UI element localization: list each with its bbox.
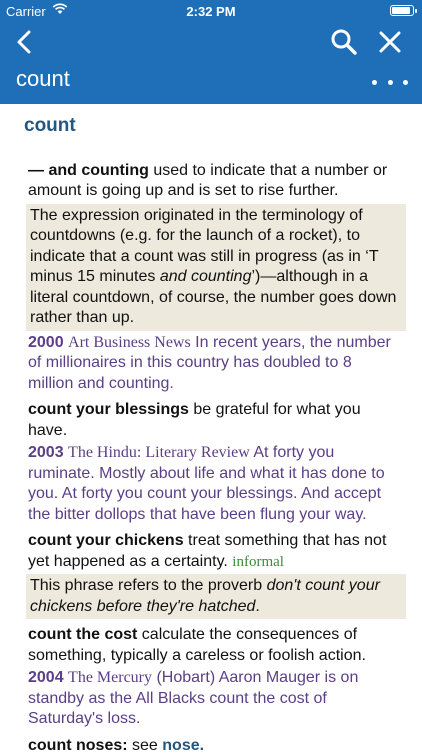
citation-year: 2000 [28,334,64,351]
more-dot-icon [372,80,377,85]
status-bar [0,0,422,22]
phrase: — and counting [28,162,149,179]
citation [28,333,400,395]
battery-icon [390,5,414,16]
citation-text: In recent years, the number of millionaires in this country has doubled to 8 million and counting. [28,334,391,392]
sense-and-counting [28,161,400,395]
note-text: . [255,598,259,615]
usage-note [26,574,406,619]
register-label: informal [232,554,284,570]
note-emphasis: don't count your chickens before they're hatched [30,577,380,615]
phrase-definition [28,736,400,756]
phrase: count noses: [28,737,128,754]
sense-count-noses [28,736,400,756]
page-title: count [16,66,70,92]
citation-text: (Hobart) Aaron Mauger is on standby as the All Blacks count the cost of Saturday's loss. [28,669,358,727]
citation-text: At forty you ruminate. Mostly about life and what it has done to you. At forty you count your blessings. And accept the bitter dollops that have been flung your way. [28,444,385,523]
note-text: ’)—although in a literal countdown, of course, the number goes down rather than up. [30,268,396,326]
citation-source: The Hindu: Literary Review [68,444,250,461]
back-button[interactable] [8,26,40,58]
more-options-button[interactable] [372,72,408,92]
citation [28,668,400,730]
more-dot-icon [403,80,408,85]
citation-source: The Mercury [68,669,152,686]
search-button[interactable] [328,26,360,58]
citation-source: Art Business News [68,334,191,351]
phrase-definition [28,161,400,202]
note-text: This phrase refers to the proverb [30,577,267,594]
search-icon [330,28,358,56]
usage-note [26,204,406,331]
navigation-bar [0,22,422,62]
definition: treat something that has not yet happened as a certainty. [28,532,386,570]
note-text: The expression originated in the terminology of countdowns (e.g. for the launch of a rocket), to indicate that a count was still in progress (as in ‘T minus 15 minutes [30,207,378,286]
see-label: see [132,737,158,754]
sense-count-your-chickens [28,531,400,619]
definition: used to indicate that a number or amount is going up and is set to rise further. [28,162,387,200]
definition: calculate the consequences of something, typically a careless or foolish action. [28,626,366,664]
carrier-label: Carrier [6,4,46,19]
close-button[interactable] [374,26,406,58]
citation-year: 2004 [28,669,64,686]
citation-year: 2003 [28,444,64,461]
chevron-left-icon [16,30,32,54]
note-emphasis: and counting [160,268,252,285]
title-bar [0,64,422,100]
citation [28,443,400,525]
entry-content [0,104,422,756]
close-icon [378,30,402,54]
sense-count-your-blessings [28,400,400,525]
clock: 2:32 PM [0,4,422,19]
more-dot-icon [388,80,393,85]
cross-reference-link[interactable]: nose. [162,737,204,754]
headword: count [24,116,400,137]
app-header [0,0,422,104]
phrase-definition [28,625,400,666]
phrase-definition [28,400,400,441]
phrase-definition [28,531,400,572]
sense-count-the-cost [28,625,400,730]
phrase: count your blessings [28,401,189,418]
phrase: count the cost [28,626,137,643]
definition: be grateful for what you have. [28,401,361,439]
phrase: count your chickens [28,532,184,549]
